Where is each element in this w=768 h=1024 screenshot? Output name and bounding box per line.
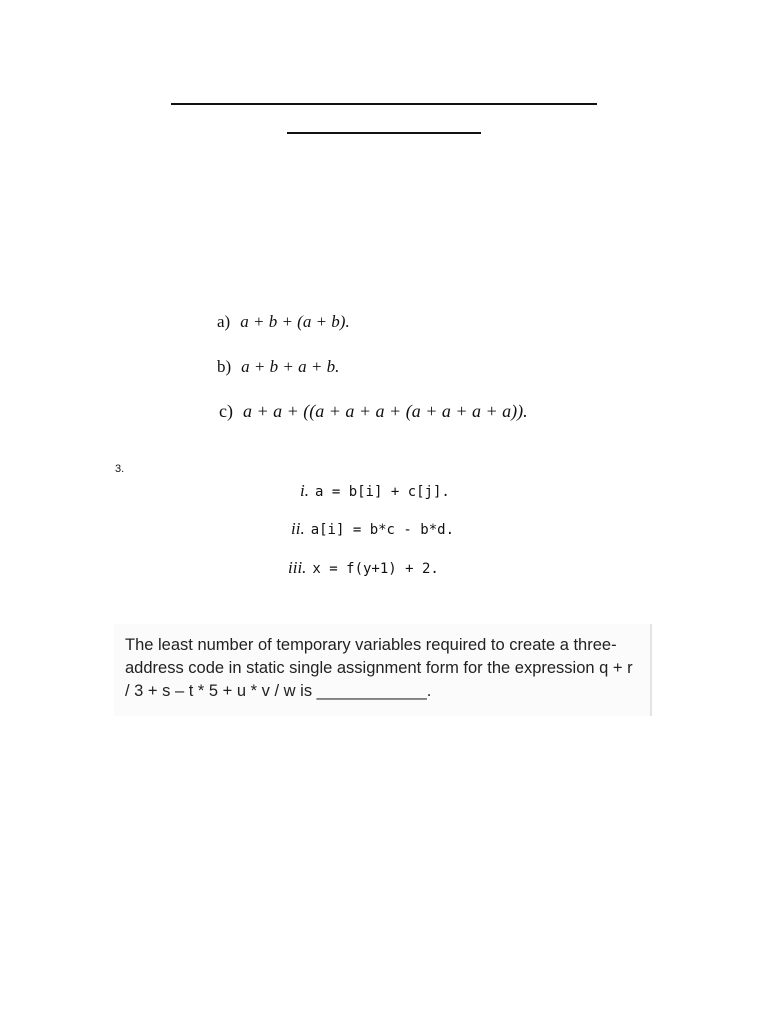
question-box [114, 624, 652, 716]
expression-c [0, 401, 768, 422]
statement-i [300, 481, 450, 501]
expression-text: a + a + ((a + a + a + (a + a + a + a)). [242, 401, 528, 421]
question-text: The least number of temporary variables required to create a three-address code in static single assignment form for the expression q + r / 3 + s – t * 5 + u * v / w is ____________. [125, 636, 633, 700]
question-number: 3. [115, 463, 125, 475]
expression-b [0, 357, 768, 377]
statement-iii [288, 558, 439, 578]
expression-text: a + b + a + b. [241, 357, 340, 376]
statement-roman: ii. [291, 519, 305, 538]
statement-code: a = b[i] + c[j]. [314, 484, 450, 500]
expression-a [0, 312, 768, 332]
statement-code: x = f(y+1) + 2. [312, 561, 439, 577]
expression-label: c) [219, 401, 233, 421]
expression-label: a) [217, 312, 231, 331]
top-rule-line [171, 103, 597, 105]
statement-roman: iii. [288, 558, 307, 577]
statement-roman: i. [300, 481, 309, 500]
second-rule-line [287, 132, 481, 134]
expression-label: b) [217, 357, 232, 376]
statement-code: a[i] = b*c - b*d. [310, 522, 454, 538]
statement-ii [291, 519, 454, 539]
expression-text: a + b + (a + b). [240, 312, 350, 331]
